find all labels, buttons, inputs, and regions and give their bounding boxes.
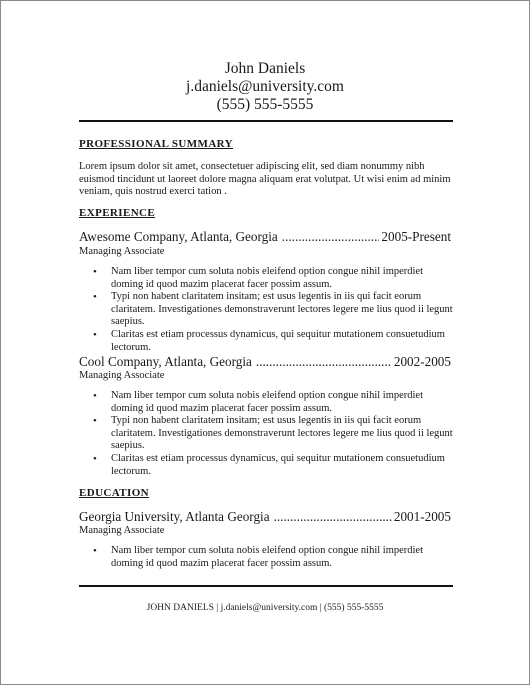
job-title-line — [79, 229, 451, 245]
footer-contact: JOHN DANIELS | j.daniels@university.com | (555) 555-5555 — [146, 603, 384, 613]
list-item: • Nam liber tempor cum soluta nobis eleifend option congue nihil imperdiet doming id quod mazim placerat facer possim assum. — [79, 266, 455, 291]
education-school: Georgia University, Atlanta Georgia — [79, 509, 270, 524]
list-item: • Nam liber tempor cum soluta nobis eleifend option congue nihil imperdiet doming id quod mazim placerat facer possim assum. — [79, 390, 455, 415]
footer-divider — [79, 585, 453, 587]
list-item: • Nam liber tempor cum soluta nobis eleifend option congue nihil imperdiet doming id quod mazim placerat facer possim assum. — [79, 545, 455, 570]
education-dates: 2001-2005 — [393, 509, 451, 524]
job-dates: 2002-2005 — [393, 354, 451, 369]
job-bullets — [79, 390, 455, 478]
education-role: Managing Associate — [79, 525, 165, 536]
candidate-email: j.daniels@university.com — [186, 78, 344, 95]
education-bullets — [79, 545, 455, 570]
list-item: • Claritas est etiam processus dynamicus, qui sequitur mutationem consuetudium lectorum. — [79, 453, 455, 478]
job-company: Awesome Company, Atlanta, Georgia — [79, 229, 278, 244]
list-item: • Typi non habent claritatem insitam; est usus legentis in iis qui facit eorum claritatem. Investigationes demonstraverunt lectores legere me lius quod ii legunt saepius. — [79, 415, 455, 453]
header-divider — [79, 120, 453, 122]
job-role: Managing Associate — [79, 370, 165, 381]
candidate-name: John Daniels — [224, 60, 306, 77]
job-bullets — [79, 266, 455, 354]
job-dates: 2005-Present — [381, 229, 451, 244]
dot-leader — [274, 509, 392, 525]
list-item: • Typi non habent claritatem insitam; est usus legentis in iis qui facit eorum claritatem. Investigationes demonstraverunt lectores legere me lius quod ii legunt saepius. — [79, 291, 455, 329]
summary-text: Lorem ipsum dolor sit amet, consectetuer adipiscing elit, sed diam nonummy nibh euismod tincidunt ut laoreet dolore magna aliquam erat volutpat. Ut wisi enim ad minim veniam, quis nostrud exerci tation . — [79, 161, 451, 198]
education-title-line — [79, 509, 451, 525]
resume-header — [1, 60, 529, 114]
candidate-phone: (555) 555-5555 — [216, 96, 314, 113]
job-role: Managing Associate — [79, 246, 165, 257]
job-title-line — [79, 354, 451, 370]
education-heading: EDUCATION — [79, 487, 150, 499]
dot-leader — [256, 354, 392, 370]
dot-leader — [282, 229, 380, 245]
list-item: • Claritas est etiam processus dynamicus, qui sequitur mutationem consuetudium lectorum. — [79, 329, 455, 354]
summary-heading: PROFESSIONAL SUMMARY — [79, 138, 233, 150]
job-company: Cool Company, Atlanta, Georgia — [79, 354, 252, 369]
experience-heading: EXPERIENCE — [79, 207, 156, 219]
